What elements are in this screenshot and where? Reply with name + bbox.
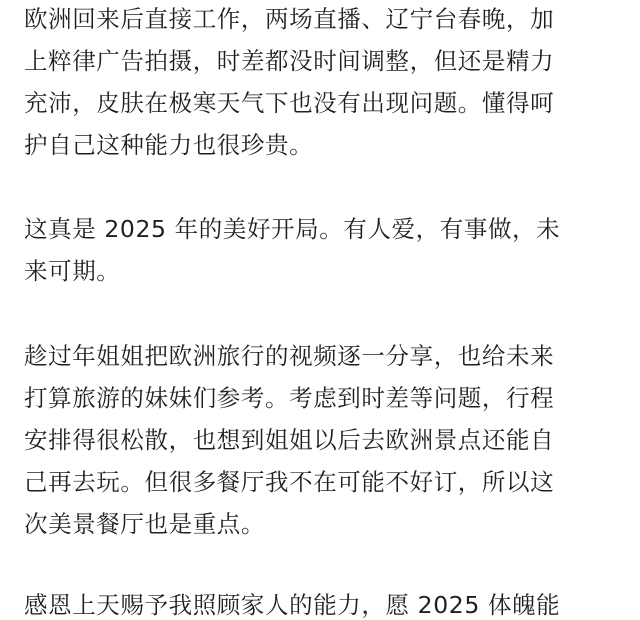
text-line: 上粹律广告拍摄，时差都没时间调整，但还是精力	[24, 47, 555, 75]
text-line: 这真是 2025 年的美好开局。有人爱，有事做，未	[24, 215, 561, 243]
text-line: 感恩上天赐予我照顾家人的能力，愿 2025 体魄能	[24, 591, 561, 619]
text-line: 来可期。	[24, 257, 121, 285]
text-line: 欧洲回来后直接工作，两场直播、辽宁台春晚，加	[24, 5, 555, 33]
text-line: 护自己这种能力也很珍贵。	[24, 131, 314, 159]
text-line: 趁过年姐姐把欧洲旅行的视频逐一分享，也给未来	[24, 342, 555, 370]
text-line: 己再去玩。但很多餐厅我不在可能不好订，所以这	[24, 468, 555, 496]
text-line: 充沛，皮肤在极寒天气下也没有出现问题。懂得呵	[24, 89, 555, 117]
text-line: 安排得很松散，也想到姐姐以后去欧洲景点还能自	[24, 426, 555, 454]
text-line: 次美景餐厅也是重点。	[24, 510, 265, 538]
text-line: 打算旅游的妹妹们参考。考虑到时差等问题，行程	[24, 384, 555, 412]
